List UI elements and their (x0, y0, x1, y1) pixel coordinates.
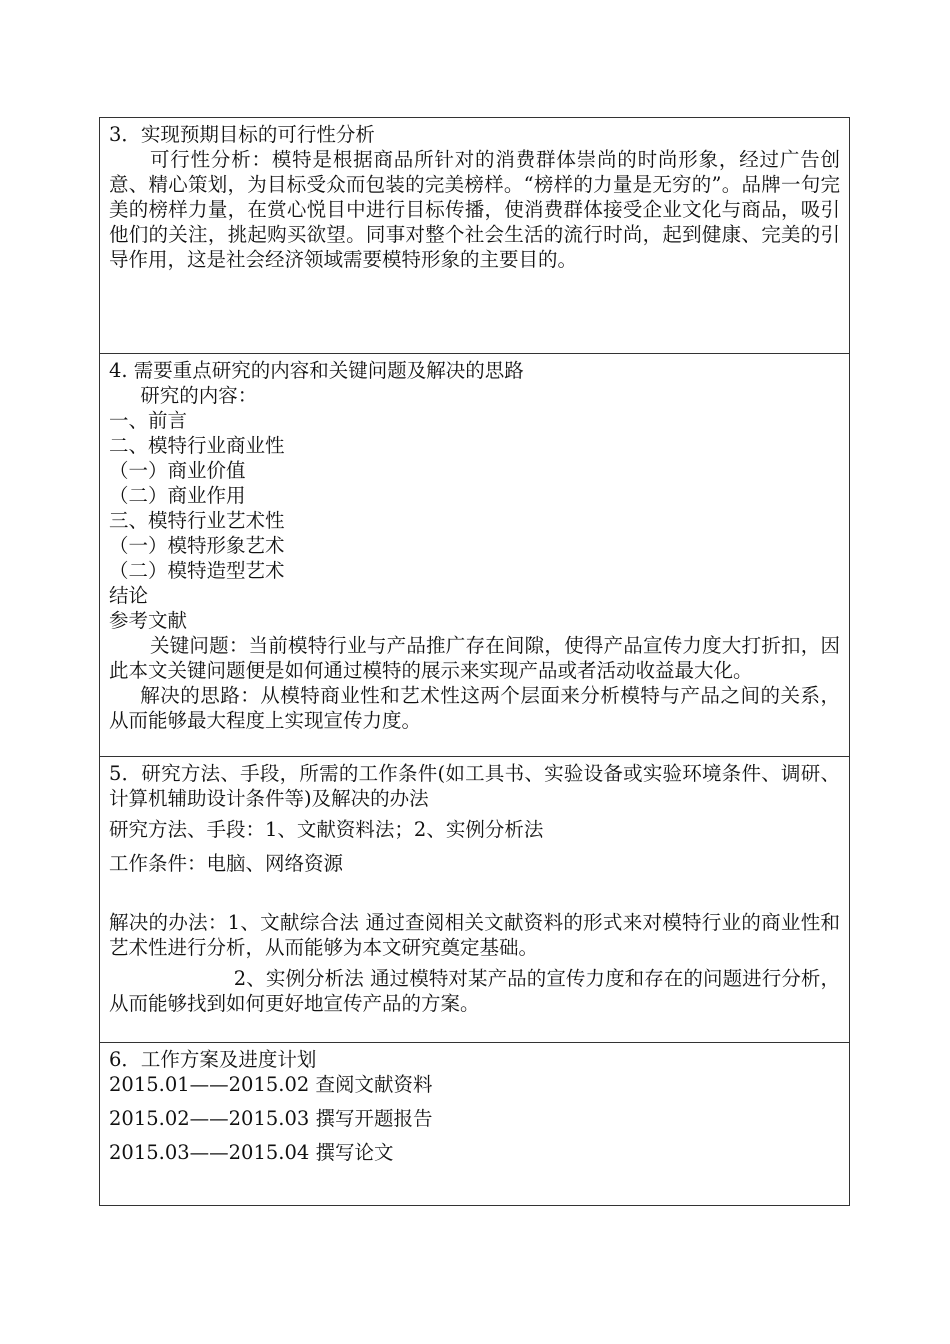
outline-item: 结论 (109, 584, 149, 607)
key-issue-text: 关键问题：当前模特行业与产品推广存在间隙，使得产品宣传力度大打折扣，因此本文关键问题便是如何通过模特的展示来实现产品或者活动收益最大化。 (109, 634, 840, 682)
outline-item: 参考文献 (109, 609, 188, 632)
outline-item: （二）模特造型艺术 (109, 559, 285, 582)
schedule-item: 2015.02——2015.03 撰写开题报告 (109, 1107, 433, 1130)
section-6-schedule (100, 1043, 849, 1205)
outline-item: （一）模特形象艺术 (109, 534, 285, 557)
section-3-heading: 3．实现预期目标的可行性分析 (109, 123, 375, 146)
outline-item: （一）商业价值 (109, 459, 246, 482)
outline-item: （二）商业作用 (109, 484, 246, 507)
solution-method-1: 解决的办法：1、文献综合法 通过查阅相关文献资料的形式来对模特行业的商业性和艺术性进行分析，从而能够为本文研究奠定基础。 (109, 911, 840, 959)
work-conditions-text: 工作条件：电脑、网络资源 (109, 852, 344, 875)
schedule-item: 2015.03——2015.04 撰写论文 (109, 1141, 394, 1164)
section-4-heading: 4. 需要重点研究的内容和关键问题及解决的思路 (109, 359, 524, 382)
solution-method-2: 2、实例分析法 通过模特对某产品的宣传力度和存在的问题进行分析，从而能够找到如何更好地宣传产品的方案。 (109, 967, 840, 1015)
outline-item: 二、模特行业商业性 (109, 434, 285, 457)
feasibility-analysis-text: 可行性分析：模特是根据商品所针对的消费群体崇尚的时尚形象，经过广告创意、精心策划，为目标受众而包装的完美榜样。“榜样的力量是无穷的”。品牌一句完美的榜样力量，在赏心悦目中进行目标传播，使消费群体接受企业文化与商品，吸引他们的关注，挑起购买欲望。同事对整个社会生活的流行时尚，起到健康、完美的引导作用，这是社会经济领域需要模特形象的主要目的。 (109, 148, 840, 271)
section-5-methods (100, 757, 849, 1043)
research-content-label: 研究的内容： (140, 384, 258, 407)
solution-approach-text: 解决的思路：从模特商业性和艺术性这两个层面来分析模特与产品之间的关系，从而能够最大程度上实现宣传力度。 (109, 684, 840, 732)
section-5-heading: 5．研究方法、手段，所需的工作条件(如工具书、实验设备或实验环境条件、调研、计算机辅助设计条件等)及解决的办法 (109, 762, 840, 810)
outline-item: 三、模特行业艺术性 (109, 509, 285, 532)
outline-item: 一、前言 (109, 409, 188, 432)
section-3-feasibility (100, 118, 849, 354)
proposal-table (99, 117, 850, 1206)
section-6-heading: 6．工作方案及进度计划 (109, 1048, 317, 1071)
research-methods-text: 研究方法、手段：1、文献资料法；2、实例分析法 (109, 818, 544, 841)
schedule-item: 2015.01——2015.02 查阅文献资料 (109, 1073, 433, 1096)
section-4-research-content (100, 354, 849, 757)
